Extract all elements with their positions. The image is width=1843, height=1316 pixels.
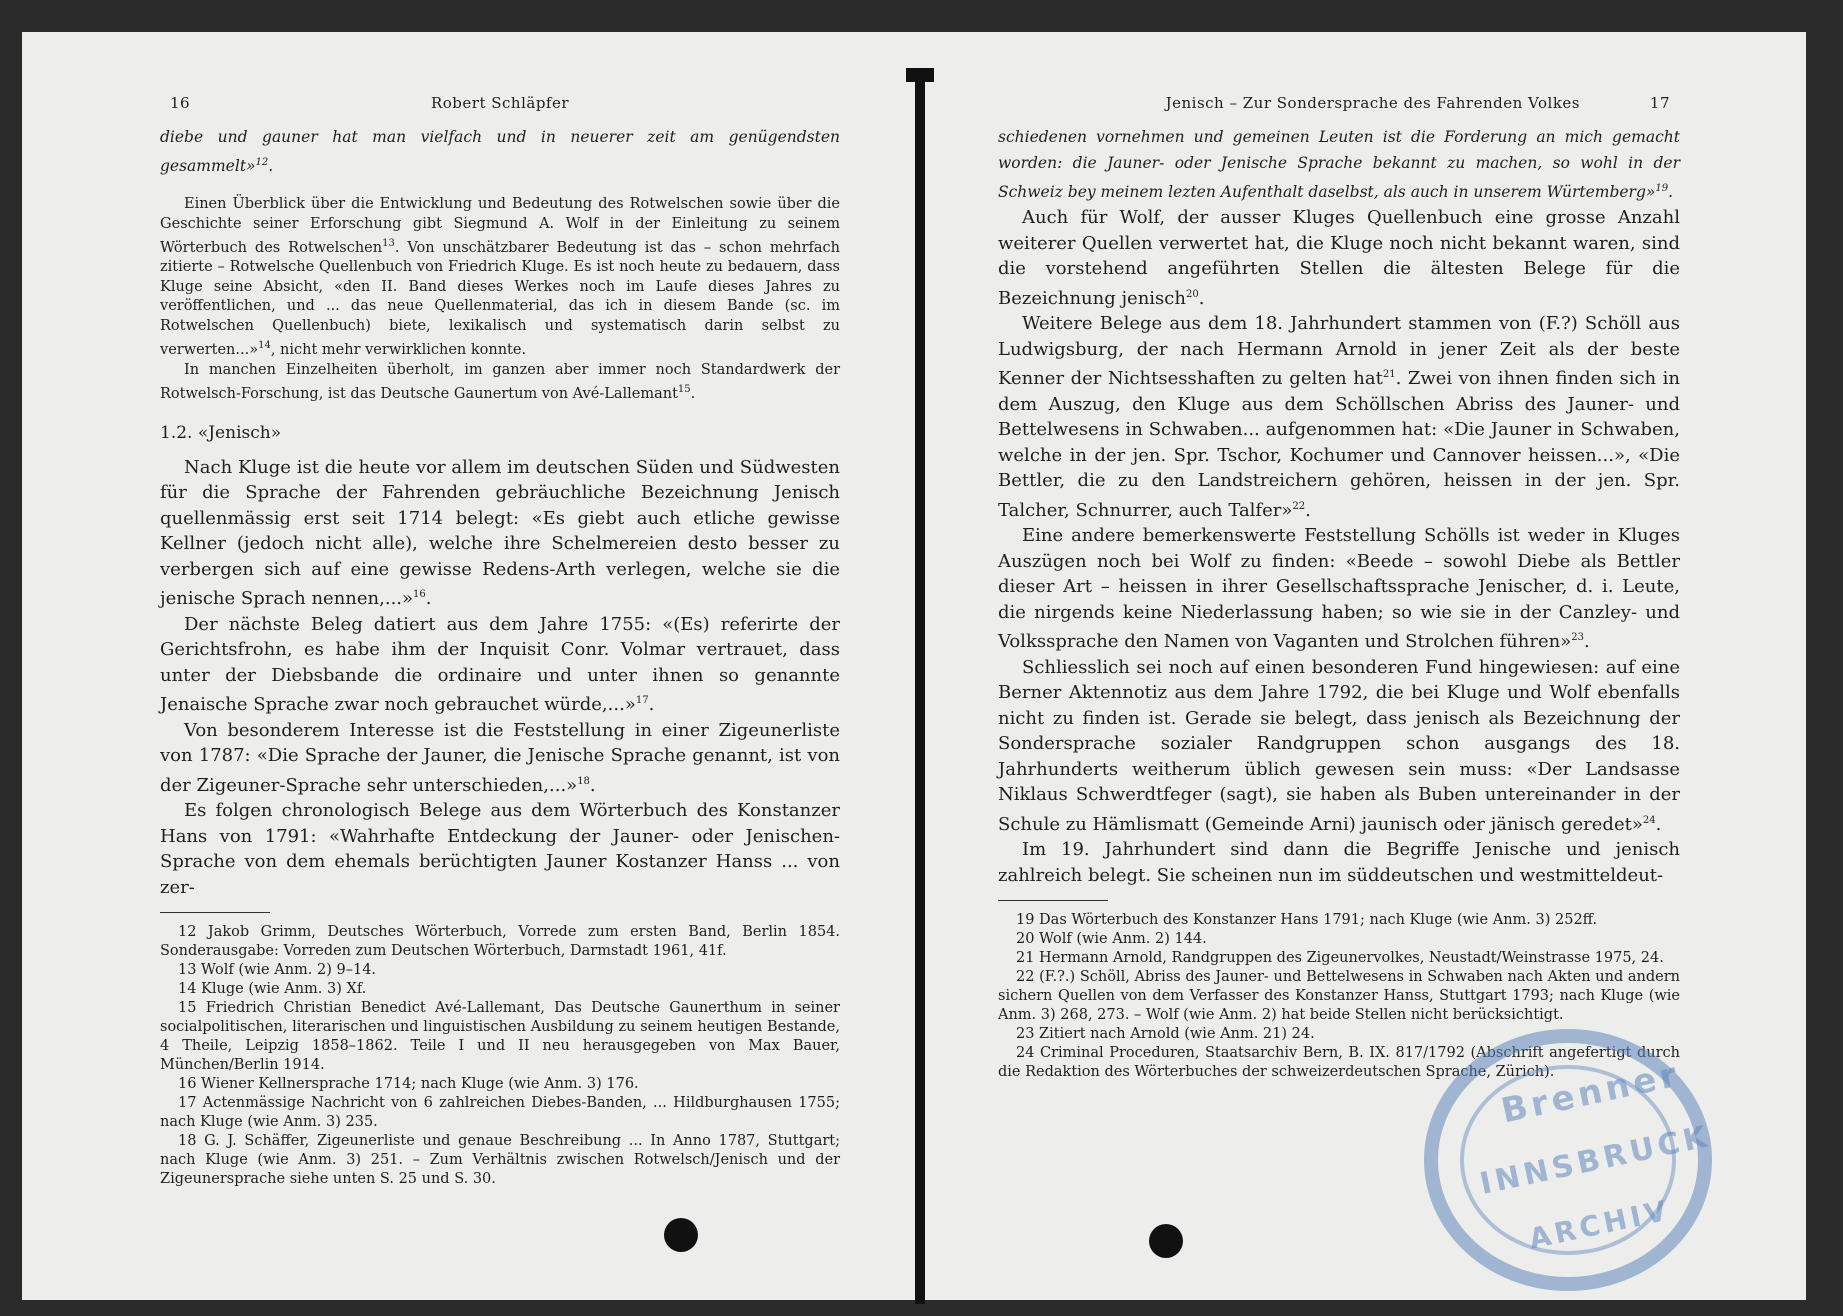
footnote-21: 21 Hermann Arnold, Randgruppen des Zigeunervolkes, Neustadt/Weinstrasse 1975, 24. (1016, 950, 1664, 967)
left-running-title: Robert Schläpfer (430, 94, 570, 112)
right-paragraph-4: Schliesslich sei noch auf einen besonderen Fund hingewiesen: auf eine Berner Aktennotiz aus dem Jahre 1792, die bei Kluge und Wolf ebenfalls nicht zu finden ist. Gerade sie belegt, dass jenisch als Bezeichnung der Sondersprache sozialer Randgruppen schon ausgangs des 18. Jahrhunderts weitherum üblich gewesen sein muss: «Der Landsasse Niklaus Schwerdtfeger (sagt), sie haben als Buben untereinander in der Schule zu Hämlismatt (Gemeinde Arni) jaunisch oder jänisch geredet»$^{24}$. (998, 656, 1680, 835)
footnote-rule (998, 900, 1108, 901)
left-paragraph-a: Einen Überblick über die Entwicklung und Bedeutung des Rotwelschen sowie über die Geschichte seiner Erforschung gibt Siegmund A. Wolf in der Einleitung zu seinem Wörterbuch des Rotwelschen$^{13}$. Von unschätzbarer Bedeutung ist das – schon mehrfach zitierte – Rotwelsche Quellenbuch von Friedrich Kluge. Es ist noch heute zu bedauern, dass Kluge seine Absicht, «den II. Band dieses Werkes noch im Laufe dieses Jahres zu veröffentlichen, und ... das neue Quellenmaterial, das ich in diesem Bande (sc. im Rotwelschen Quellenbuch) biete, lexikalisch und systematisch darin selbst zu verwerten...»$^{14}$, nicht mehr verwirklichen konnte. (160, 196, 840, 359)
footnote-19: 19 Das Wörterbuch des Konstanzer Hans 1791; nach Kluge (wie Anm. 3) 252ff. (1016, 912, 1598, 929)
footnote-18: 18 G. J. Schäffer, Zigeunerliste und genaue Beschreibung ... In Anno 1787, Stuttgart; nach Kluge (wie Anm. 3) 251. – Zum Verhältnis zwischen Rotwelsch/Jenisch und der Zigeunersprache siehe unten S. 25 und S. 30. (160, 1133, 840, 1188)
left-page-number: 16 (170, 94, 191, 112)
footnote-16: 16 Wiener Kellnersprache 1714; nach Kluge (wie Anm. 3) 176. (178, 1076, 639, 1093)
right-paragraph-2: Weitere Belege aus dem 18. Jahrhundert stammen von (F.?) Schöll aus Ludwigsburg, der nach Hermann Arnold in jener Zeit als der beste Kenner der Nichtsesshaften zu gelten hat$^{21}$. Zwei von ihnen finden sich in dem Auszug, den Kluge aus dem Schöllschen Abriss des Jauner- und Bettelwesens in Schwaben... aufgenommen hat: «Die Jauner in Schwaben, welche in der jen. Spr. Tschor, Kochumer und Cannover heissen...», «Die Bettler, die zu den Landstreichern gehören, heissen in der jen. Spr. Talcher, Schnurrer, auch Talfer»$^{22}$. (998, 313, 1681, 521)
left-paragraph-1: Nach Kluge ist die heute vor allem im deutschen Süden und Südwesten für die Sprache der Fahrenden gebräuchliche Bezeichnung Jenisch quellenmässig erst seit 1714 belegt: «Es giebt auch etliche gewisse Kellner (jedoch nicht alle), welche ihre Schelmereien desto besser zu verbergen sich auf eine gewisse Redens-Arth verlegen, welche sie die jenische Sprach nennen,...»$^{16}$. (160, 456, 840, 610)
right-running-head (998, 94, 1680, 124)
archive-stamp (1424, 1029, 1712, 1291)
stamp-text-middle: INNSBRUCK (1476, 1118, 1714, 1203)
right-running-title: Jenisch – Zur Sondersprache des Fahrenden Volkes (1165, 94, 1580, 112)
left-paragraph-b: In manchen Einzelheiten überholt, im ganzen aber immer noch Standardwerk der Rotwelsch-Forschung, ist das Deutsche Gaunertum von Avé-Lallemant$^{15}$. (160, 361, 840, 403)
section-heading: 1.2. «Jenisch» (160, 422, 282, 443)
stamp-text-bottom: ARCHIV (1526, 1193, 1674, 1256)
left-footnotes (160, 923, 840, 1189)
left-paragraph-3: Von besonderem Interesse ist die Feststellung in einer Zigeunerliste von 1787: «Die Sprache der Jauner, die Jenische Sprache genannt, ist von der Zigeuner-Sprache sehr unterschieden,...»$^{18}$. (160, 719, 840, 796)
footnote-12: 12 Jakob Grimm, Deutsches Wörterbuch, Vorrede zum ersten Band, Berlin 1854. Sonderausgabe: Vorreden zum Deutschen Wörterbuch, Darmstadt 1961, 41f. (160, 924, 840, 960)
left-paragraph-2: Der nächste Beleg datiert aus dem Jahre 1755: «(Es) referirte der Gerichtsfrohn, es habe ihm der Inquisit Conr. Volmar vertrauet, dass unter der Diebsbande die ordinaire und unter ihnen so genannte Jenaische Sprache zwar noch gebrauchet würde,...»$^{17}$. (160, 613, 840, 716)
footnote-17: 17 Actenmässige Nachricht von 6 zahlreichen Diebes-Banden, ... Hildburghausen 1755; nach Kluge (wie Anm. 3) 235. (160, 1095, 840, 1131)
punch-hole-right (1149, 1224, 1183, 1258)
scanned-sheet (22, 32, 1806, 1300)
footnote-24: 24 Criminal Proceduren, Staatsarchiv Bern, B. IX. 817/1792 (Abschrift angefertigt durch die Redaktion des Wörterbuches der schweizerdeutschen Sprache, Zürich). (998, 1045, 1680, 1081)
book-gutter (915, 68, 925, 1304)
footnote-13: 13 Wolf (wie Anm. 2) 9–14. (178, 962, 377, 979)
right-paragraph-1: Auch für Wolf, der ausser Kluges Quellenbuch eine grosse Anzahl weiterer Quellen verwertet hat, die Kluge noch nicht bekannt waren, sind die vorstehend angeführten Stellen die ältesten Belege für die Bezeichnung jenisch$^{20}$. (998, 207, 1680, 309)
footnote-22: 22 (F.?.) Schöll, Abriss des Jauner- und Bettelwesens in Schwaben nach Akten und andern sichern Quellen von dem Verfasser des Konstanzer Hanss, Stuttgart 1793; nach Kluge (wie Anm. 3) 268, 273. – Wolf (wie Anm. 2) hat beide Stellen nicht berücksichtigt. (998, 969, 1680, 1024)
stamp-text-top: Brenner (1497, 1054, 1685, 1132)
left-running-head (160, 94, 840, 124)
right-opening-quote: schiedenen vornehmen und gemeinen Leuten ist die Forderung an mich gemacht worden: die Jauner- oder Jenische Sprache bekannt zu machen, so wohl in der Schweiz bey meinem lezten Aufenthalt daselbst, als auch in unserem Würtemberg»$^{19}$. (998, 128, 1680, 202)
footnote-20: 20 Wolf (wie Anm. 2) 144. (1016, 931, 1207, 948)
left-page (160, 94, 840, 1189)
left-opening-quote: diebe und gauner hat man vielfach und in neuerer zeit am genügendsten gesammelt»$^{12}$. (160, 128, 840, 176)
punch-hole-left (664, 1218, 698, 1252)
footnote-rule (160, 912, 270, 913)
footnote-23: 23 Zitiert nach Arnold (wie Anm. 21) 24. (1016, 1026, 1315, 1043)
right-page-number: 17 (1649, 94, 1670, 112)
right-paragraph-3: Eine andere bemerkenswerte Feststellung Schölls ist weder in Kluges Auszügen noch bei Wolf zu finden: «Beede – sowohl Diebe als Bettler dieser Art – heissen in ihrer Gesellschaftssprache Jenischer, d. i. Leute, die nirgends keine Niederlassung haben; so wie sie in der Canzley- und Volkssprache den Namen von Vaganten und Strolchen führen»$^{23}$. (998, 525, 1680, 653)
right-paragraph-5: Im 19. Jahrhundert sind dann die Begriffe Jenische und jenisch zahlreich belegt. Sie scheinen nun im süddeutschen und westmitteldeut- (998, 839, 1680, 886)
right-page (998, 94, 1680, 1082)
footnote-15: 15 Friedrich Christian Benedict Avé-Lallemant, Das Deutsche Gaunerthum in seiner socialpolitischen, literarischen und linguistischen Ausbildung zu seinem heutigen Bestande, 4 Theile, Leipzig 1858–1862. Teile I und II neu herausgegeben von Max Bauer, München/Berlin 1914. (160, 1000, 840, 1074)
footnote-14: 14 Kluge (wie Anm. 3) Xf. (178, 981, 367, 998)
left-paragraph-4: Es folgen chronologisch Belege aus dem Wörterbuch des Konstanzer Hans von 1791: «Wahrhafte Entdeckung der Jauner- oder Jenischen-Sprache von dem ehemals berüchtigten Jauner Kostanzer Hanss ... von zer- (160, 800, 840, 898)
